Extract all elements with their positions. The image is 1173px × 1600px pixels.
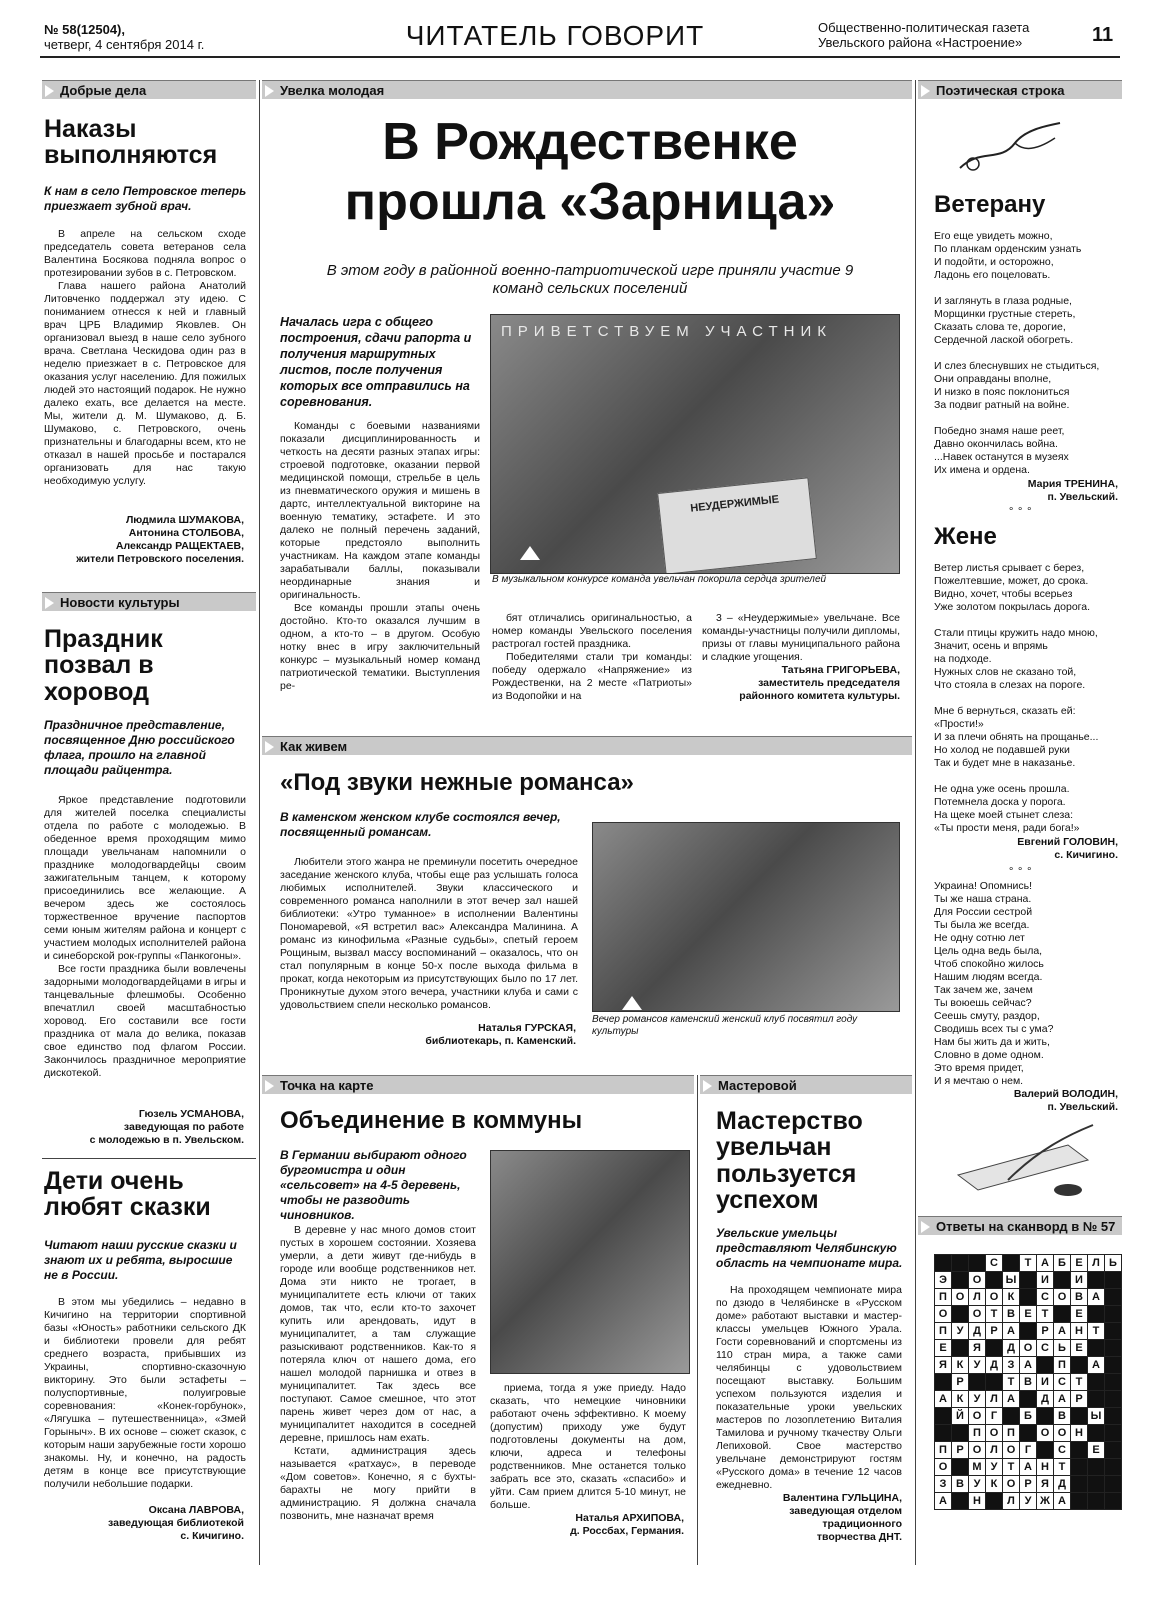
crossword-cell: Е <box>1020 1306 1037 1323</box>
poem-signature: Валерий ВОЛОДИН, п. Увельский. <box>1013 1088 1118 1113</box>
crossword-cell: Т <box>1037 1306 1054 1323</box>
crossword-cell: Р <box>1037 1323 1054 1340</box>
crossword-cell: Д <box>1054 1476 1071 1493</box>
quill-ornament-icon <box>955 118 1065 178</box>
crossword-cell: О <box>969 1272 986 1289</box>
crossword-cell: С <box>986 1255 1003 1272</box>
crossword-cell: Т <box>1020 1255 1037 1272</box>
crossword-cell: А <box>935 1493 952 1510</box>
caption-marker <box>520 546 540 560</box>
crossword-cell <box>1105 1425 1122 1442</box>
crossword-cell: У <box>1020 1493 1037 1510</box>
crossword-cell: А <box>1054 1493 1071 1510</box>
crossword-cell <box>1088 1476 1105 1493</box>
crossword-cell <box>1105 1459 1122 1476</box>
main-headline: В Рождественке прошла «Зарница» <box>344 113 836 231</box>
crossword-cell <box>935 1374 952 1391</box>
crossword-cell: Д <box>1037 1391 1054 1408</box>
crossword-cell: Т <box>1088 1323 1105 1340</box>
crossword-cell: Н <box>969 1493 986 1510</box>
crossword-cell: И <box>1071 1272 1088 1289</box>
crossword-cell: О <box>1054 1289 1071 1306</box>
main-subhead: В этом году в районной военно-патриотической игре приняли участие 9 команд сельских поселений <box>326 262 854 297</box>
crossword-cell: У <box>969 1357 986 1374</box>
crossword-cell: А <box>1020 1459 1037 1476</box>
crossword-cell: Н <box>1037 1459 1054 1476</box>
crossword-cell: П <box>935 1289 952 1306</box>
crossword-cell <box>1105 1323 1122 1340</box>
section-label: Поэтическая строка <box>918 80 1122 99</box>
separator <box>42 1158 256 1159</box>
crossword-cell <box>1088 1340 1105 1357</box>
crossword-cell <box>1071 1442 1088 1459</box>
crossword-cell: Е <box>1071 1255 1088 1272</box>
crossword-cell <box>1105 1442 1122 1459</box>
crossword-cell: Р <box>1071 1391 1088 1408</box>
crossword-cell <box>1088 1306 1105 1323</box>
crossword-cell: Ы <box>1003 1272 1020 1289</box>
section-label: Ответы на сканворд в № 57 <box>918 1216 1122 1235</box>
crossword-cell: З <box>935 1476 952 1493</box>
crossword-cell <box>935 1255 952 1272</box>
crossword-cell <box>1105 1391 1122 1408</box>
crossword-cell: А <box>1088 1289 1105 1306</box>
crossword-cell: Т <box>1071 1374 1088 1391</box>
poem-signature: Евгений ГОЛОВИН, с. Кичигино. <box>1017 836 1118 861</box>
crossword-cell <box>1020 1425 1037 1442</box>
crossword-cell <box>1071 1476 1088 1493</box>
section-label: Увелка молодая <box>262 80 912 99</box>
crossword-cell: Л <box>986 1391 1003 1408</box>
crossword-cell: К <box>986 1476 1003 1493</box>
crossword-cell <box>1020 1391 1037 1408</box>
crossword-cell <box>1088 1459 1105 1476</box>
article-signature: Людмила ШУМАКОВА, Антонина СТОЛБОВА, Александр РАЩЕКТАЕВ, жители Петровского поселения. <box>76 514 244 565</box>
crossword-row <box>935 1340 1122 1357</box>
crossword-cell <box>986 1374 1003 1391</box>
poem-title: Ветерану <box>934 191 1046 218</box>
crossword-cell <box>986 1272 1003 1289</box>
crossword-cell: Е <box>1071 1306 1088 1323</box>
crossword-cell: У <box>952 1323 969 1340</box>
crossword-cell <box>1105 1306 1122 1323</box>
crossword-cell <box>1071 1408 1088 1425</box>
crossword-cell <box>1088 1425 1105 1442</box>
crossword-cell: Г <box>986 1408 1003 1425</box>
crossword-cell: К <box>952 1391 969 1408</box>
crossword-cell <box>1088 1374 1105 1391</box>
crossword-cell: Б <box>1054 1255 1071 1272</box>
crossword-cell <box>952 1255 969 1272</box>
crossword-cell: В <box>1020 1374 1037 1391</box>
crossword-cell <box>1088 1391 1105 1408</box>
article-title: Дети очень любят сказки <box>44 1167 211 1222</box>
poem-signature: Мария ТРЕНИНА, п. Увельский. <box>1027 478 1118 503</box>
crossword-cell: Ы <box>1088 1408 1105 1425</box>
crossword-cell: Д <box>1003 1340 1020 1357</box>
crossword-cell <box>1105 1340 1122 1357</box>
crossword-cell: Д <box>986 1357 1003 1374</box>
crossword-cell: А <box>935 1391 952 1408</box>
crossword-cell: Ж <box>1037 1493 1054 1510</box>
crossword-cell <box>1003 1255 1020 1272</box>
crossword-cell <box>1088 1493 1105 1510</box>
article-title: Праздник позвал в хоровод <box>44 625 163 706</box>
crossword-cell <box>1037 1357 1054 1374</box>
crossword-cell: П <box>935 1323 952 1340</box>
crossword-cell <box>935 1408 952 1425</box>
crossword-cell: О <box>969 1408 986 1425</box>
crossword-row <box>935 1374 1122 1391</box>
crossword-cell: И <box>1037 1374 1054 1391</box>
article-lead: В Германии выбирают одного бургомистра и один «сельсовет» на 4-5 деревень, чтобы не разводить чиновников. <box>280 1148 467 1222</box>
column-divider <box>259 80 260 1565</box>
article-title: Мастерство увельчан пользуется успехом <box>716 1107 863 1214</box>
crossword-cell: Е <box>1071 1340 1088 1357</box>
crossword-cell <box>969 1255 986 1272</box>
poem-text: Ветер листья срывает с берез, Пожелтевшие, может, до срока. Видно, хочет, чтобы всерьез Уже золотом покрылась дорога. Стали птицы кружить надо мною, Значит, осень и впрямь на подходе. Нужных слов не сказано той, Что стояла в слезах на пороге. Мне б вернуться, сказать ей: «Прости!» И за плечи обнять на прощанье... Но холод не подавшей руки Так и будет мне в наказанье. Не одна уже осень прошла. Потемнела доска у порога. На щеке моей стынет слеза: «Ты прости меня, ради бога!» <box>934 562 1099 834</box>
crossword-cell <box>1054 1272 1071 1289</box>
article-title: Наказы выполняются <box>44 115 218 170</box>
crossword-cell <box>1071 1493 1088 1510</box>
crossword-row <box>935 1289 1122 1306</box>
crossword-cell <box>1003 1408 1020 1425</box>
crossword-cell: А <box>1003 1323 1020 1340</box>
crossword-cell: Н <box>1071 1323 1088 1340</box>
paper-name: Общественно-политическая газета Увельского района «Настроение» <box>818 20 1030 50</box>
crossword-row <box>935 1306 1122 1323</box>
article-body: На проходящем чемпионате мира по дзюдо в Челябинске в «Русском доме» работают выставки и мастер-классы умельцев Южного Урала. Гости соревнований и спортсмены из 110 стран мира, а также сами челябинцы с удовольствием посещают выставку. Большим успехом пользуются изделия и показательные уроки увельских мастеров по лозоплетению Виталия Тамилова и ручному ткачеству Ольги Лепиховой. Свое мастерство увельчане демонстрируют гостям «Русского дома» в течение 12 часов ежедневно. <box>716 1284 902 1491</box>
crossword-cell: О <box>986 1425 1003 1442</box>
crossword-cell: А <box>1054 1323 1071 1340</box>
photo-caption: В музыкальном конкурсе команда увельчан покорила сердца зрителей <box>492 574 827 585</box>
main-lead: Началась игра с общего построения, сдачи рапорта и получения маршрутных листов, после получения которых все отправились на соревнования. <box>280 315 472 409</box>
crossword-cell <box>952 1493 969 1510</box>
crossword-cell: В <box>1071 1289 1088 1306</box>
crossword-row <box>935 1442 1122 1459</box>
crossword-cell: У <box>969 1391 986 1408</box>
article-title: Объединение в коммуны <box>280 1107 583 1134</box>
section-label: Добрые дела <box>42 80 256 99</box>
crossword-cell: М <box>969 1459 986 1476</box>
crossword-cell: О <box>986 1289 1003 1306</box>
crossword-cell: Р <box>952 1442 969 1459</box>
crossword-cell: О <box>969 1442 986 1459</box>
poem-text: Его еще увидеть можно, По планкам орденским узнать И подойти, и осторожно, Ладонь его поцеловать. И заглянуть в глаза родные, Морщинки грустные стереть, Сказать слова те, дорогие, Сердечной лаской обогреть. И слез блеснувших не стыдиться, Они оправданы вполне, И низко в пояс поклониться За подвиг ратный на войне. Победно знамя наше реет, Давно окончилась война. ...Навек останутся в музеях Их имена и ордена. <box>934 230 1100 476</box>
crossword-cell <box>1054 1306 1071 1323</box>
photo-caption: Вечер романсов каменский женский клуб посвятил году культуры <box>592 1014 858 1037</box>
main-body: 3 – «Неудержимые» увельчане. Все команды-участницы получили дипломы, призы от главы муниципального района и сладкие угощения. <box>702 612 900 663</box>
crossword-cell: Р <box>952 1374 969 1391</box>
crossword-cell <box>1105 1408 1122 1425</box>
poem-text: Украина! Опомнись! Ты же наша страна. Для России сестрой Ты была же всегда. Не одну сотню лет Цель одна ведь была, Чтоб спокойно жилось Нашим людям всегда. Так зачем же, зачем Ты воюешь сейчас? Сеешь смуту, раздор, Сводишь всех ты с ума? Нам бы жить да и жить, Словно в доме одном. Это время придет, И я мечтаю о нем. <box>934 880 1054 1087</box>
crossword-cell: О <box>935 1306 952 1323</box>
crossword-cell: О <box>1020 1340 1037 1357</box>
crossword-cell <box>1105 1493 1122 1510</box>
main-body: Команды с боевыми названиями показали дисциплинированность и четкость на десяти разных этапах игры: строевой подготовке, оказании первой медицинской помощи, стрельбе в цель из пневматического оружия и мишень в дартс, интеллектуальной викторине на военную тематику, эстафете. И это далеко не полный перечень заданий, которые предстояло выполнить участникам. На каждом этапе команды зарабатывали баллы, показывали неординарные знания и оригинальность. Все команды прошли этапы очень достойно. Кто-то оказался лучшим в одном, а кто-то – в другом. Особую нотку внес в игру заключительный конкурс – музыкальный номер команд патриотической тематики. Выступления ре- <box>280 420 480 692</box>
crossword-cell <box>1105 1476 1122 1493</box>
main-body: бят отличались оригинальностью, а номер команды Увельского поселения растрогал гостей праздника. Победителями стали три команды: победу одержало «Напряжение» из Рождественки, на 2 месте «Патриоты» из Водопойки и на <box>492 612 692 702</box>
crossword-row <box>935 1272 1122 1289</box>
crossword-cell <box>952 1425 969 1442</box>
page-rubric: ЧИТАТЕЛЬ ГОВОРИТ <box>405 20 705 51</box>
crossword-cell <box>1037 1408 1054 1425</box>
caption-marker <box>622 996 642 1010</box>
crossword-cell: К <box>1003 1289 1020 1306</box>
crossword-cell: Л <box>969 1289 986 1306</box>
crossword-row <box>935 1425 1122 1442</box>
crossword-cell <box>1020 1289 1037 1306</box>
team-flag: НЕУДЕРЖИМЫЕ <box>657 477 817 574</box>
crossword-cell: Б <box>1020 1408 1037 1425</box>
crossword-cell: Л <box>1088 1255 1105 1272</box>
crossword-cell: С <box>1037 1289 1054 1306</box>
crossword-cell: О <box>969 1306 986 1323</box>
crossword-cell: О <box>935 1459 952 1476</box>
crossword-cell <box>986 1493 1003 1510</box>
crossword-cell: Р <box>986 1323 1003 1340</box>
section-label: Новости культуры <box>42 592 256 611</box>
crossword-cell <box>1105 1374 1122 1391</box>
main-photo <box>490 314 900 574</box>
commune-photo <box>490 1150 690 1374</box>
crossword-cell: Д <box>969 1323 986 1340</box>
crossword-row <box>935 1357 1122 1374</box>
crossword-cell <box>1071 1459 1088 1476</box>
crossword-cell: Н <box>1071 1425 1088 1442</box>
article-lead: Праздничное представление, посвященное Дню российского флага, прошло на главной площади райцентра. <box>44 718 235 777</box>
crossword-cell: Я <box>969 1340 986 1357</box>
article-signature: Оксана ЛАВРОВА, заведующая библиотекой с. Кичигино. <box>108 1504 244 1542</box>
crossword-row <box>935 1391 1122 1408</box>
crossword-cell <box>952 1272 969 1289</box>
crossword-cell <box>1088 1272 1105 1289</box>
page-number: 11 <box>1092 24 1114 46</box>
romance-photo <box>592 822 900 1012</box>
crossword-cell: Ь <box>1105 1255 1122 1272</box>
crossword-row <box>935 1408 1122 1425</box>
crossword-cell: Ь <box>1054 1340 1071 1357</box>
crossword-cell <box>1037 1442 1054 1459</box>
crossword-cell: Е <box>935 1340 952 1357</box>
crossword-cell: Т <box>1003 1459 1020 1476</box>
photo-banner-text: ПРИВЕТСТВУЕМ УЧАСТНИК <box>501 323 832 340</box>
crossword-cell <box>952 1306 969 1323</box>
crossword-cell: А <box>1054 1391 1071 1408</box>
crossword-cell: Т <box>986 1306 1003 1323</box>
crossword-cell: С <box>1037 1340 1054 1357</box>
crossword-cell <box>935 1425 952 1442</box>
article-signature: Гюзель УСМАНОВА, заведующая по работе с молодежью в п. Увельском. <box>89 1108 244 1146</box>
section-label: Точка на карте <box>262 1075 694 1094</box>
crossword-row <box>935 1323 1122 1340</box>
article-body: Любители этого жанра не преминули посетить очередное заседание женского клуба, чтобы еще раз услышать голоса любимых исполнителей. Звуки классического и современного романса наполнили в этот вечер зал нашей библиотеки: «Утро туманное» в исполнении Валентины Пономаревой, «Я встретил вас» Александра Малинина. А романс из кинофильма «Разные судьбы», спетый героем Рощиным, вызвал массу воспоминаний – оказалось, что он стал популярным в конце 50-х после выхода фильма в прокат, когда некоторым из присутствующих было по 17 лет. Проникнутые духом этого вечера, участники клуба и сами с удовольствием спели несколько романсов. <box>280 856 578 1011</box>
section-label: Как живем <box>262 736 912 755</box>
article-body: В этом мы убедились – недавно в Кичигино на территории спортивной базы «Юность» работники сельского ДК и библиотеки провели для ребят среднего возраста, прибывших из Украины, спортивно-сказочную викторину. Это были эстафеты – полуспортивные, полуигровые соревнования: «Конек-горбунок», «Лягушка – путешественница», «Змей Горыныч». В их основе – сюжет сказок, с которым наши зарубежные гости хорошо знакомы. Ну, и конечно, на радость детям в конце все присутствующие получили небольшие подарки. <box>44 1296 246 1490</box>
crossword-cell: Й <box>952 1408 969 1425</box>
crossword-cell <box>1105 1289 1122 1306</box>
article-lead: Читают наши русские сказки и знают их и ребята, выросшие не в России. <box>44 1238 237 1282</box>
article-lead: Увельские умельцы представляют Челябинскую область на чемпионате мира. <box>716 1226 903 1270</box>
crossword-cell <box>986 1340 1003 1357</box>
article-body: В апреле на сельском сходе председатель совета ветеранов села Валентина Босякова подняла вопрос о протезировании зубов в с. Петровском. Глава нашего района Анатолий Литовченко поддержал эту идею. С пониманием отнесся к ней и главный врач ЦРБ Владимир Яковлев. Он организовал выезд в наше село зубного врача. Светлана Ческидова один раз в неделю приезжает в с. Петровское для оказания услуг населению. Для пожилых людей это настоящий подарок. Не нужно далеко ехать, все делается на месте. Мы, жители д. М. Шумаково, д. Б. Шумаково, с. Петровского, очень признательны и благодарны всем, кто не отказал в нашей просьбе и постарался организовать для нас такую необходимую услугу. <box>44 228 246 487</box>
crossword-cell <box>1020 1272 1037 1289</box>
crossword-cell: С <box>1054 1374 1071 1391</box>
crossword-cell <box>1105 1357 1122 1374</box>
crossword-cell: П <box>935 1442 952 1459</box>
crossword-cell: З <box>1003 1357 1020 1374</box>
article-body: В деревне у нас много домов стоит пустых в хорошем состоянии. Хозяева умерли, а дети живут где-нибудь в городе или вообще родственников нет. Дома эти никто не трогает, в муниципалитете есть ключи от таких домов, так что, если кто-то захочет купить или арендовать, идут в муниципалитет, а там служащие разыскивают родственников. Как-то я потеряла ключ от нашего дома, его нашел молодой парнишка и отвез в муниципалитет. Так здесь все поступают. Самое смешное, что этот парень живет через дом от нас, а муниципалитет находится в соседней деревне, пришлось нам ехать. Кстати, администрация здесь называется «ратхаус», в переводе «Дом советов». Конечно, я с бухты-барахты не могу прийти в администрацию. Я должна сначала позвонить, мне назначат время <box>280 1224 476 1522</box>
column-divider <box>915 80 916 1565</box>
separator-stars: ∘ ∘ ∘ <box>1008 864 1033 875</box>
article-signature: Татьяна ГРИГОРЬЕВА, заместитель председателя районного комитета культуры. <box>739 664 900 702</box>
crossword-row <box>935 1476 1122 1493</box>
crossword-cell <box>952 1459 969 1476</box>
article-signature: Наталья АРХИПОВА, д. Россбах, Германия. <box>570 1512 684 1537</box>
poem-title: Жене <box>934 523 997 550</box>
crossword-cell: Я <box>1037 1476 1054 1493</box>
article-lead: В каменском женском клубе состоялся вечер, посвященный романсам. <box>280 810 561 839</box>
crossword-cell: А <box>1003 1391 1020 1408</box>
crossword-cell: В <box>1054 1408 1071 1425</box>
crossword-cell <box>1105 1272 1122 1289</box>
crossword-cell: П <box>1054 1357 1071 1374</box>
section-label: Мастеровой <box>700 1075 912 1094</box>
masthead-rule <box>40 56 1120 58</box>
crossword-cell <box>952 1340 969 1357</box>
crossword-cell <box>1020 1323 1037 1340</box>
article-body: Яркое представление подготовили для жителей поселка специалисты отдела по работе с молодежью. В обеденное время проходящим мимо площади увельчанам напомнили о празднике молодогвардейцы своим зажигательным танцем, к которому присоединились все желающие. А вечером здесь же состоялось торжественное вручение паспортов семи юным жителям района и концерт с участием молодых исполнителей района и синеборской рок-группы «Панкогоны». Все гости праздника были вовлечены задорными молодогвардейцами в игры и танцевальные флешмобы. Особенно впечатлил своей масштабностью хоровод. Его составили все гости праздника от мала до велика, показав свое единство под флагом России. Закончилось праздничное мероприятие дискотекой. <box>44 794 246 1079</box>
crossword-cell: Л <box>986 1442 1003 1459</box>
crossword-cell: О <box>1003 1476 1020 1493</box>
crossword-cell: Г <box>1020 1442 1037 1459</box>
crossword-cell: О <box>1037 1425 1054 1442</box>
crossword-cell: К <box>952 1357 969 1374</box>
crossword-grid <box>934 1254 1122 1510</box>
article-signature: Наталья ГУРСКАЯ, библиотекарь, п. Каменский. <box>425 1022 576 1047</box>
crossword-cell: Т <box>1054 1459 1071 1476</box>
article-signature: Валентина ГУЛЬЦИНА, заведующая отделом традиционного творчества ДНТ. <box>782 1492 902 1543</box>
crossword-cell: Р <box>1020 1476 1037 1493</box>
crossword-cell: О <box>952 1289 969 1306</box>
crossword-cell: А <box>1020 1357 1037 1374</box>
masthead-issue: № 58(12504), четверг, 4 сентября 2014 г. <box>44 22 205 52</box>
crossword-cell: С <box>1054 1442 1071 1459</box>
crossword-cell: Л <box>1003 1493 1020 1510</box>
column-divider <box>697 1075 698 1565</box>
crossword-cell: А <box>1037 1255 1054 1272</box>
scroll-quill-icon <box>948 1120 1098 1200</box>
crossword-cell: А <box>1088 1357 1105 1374</box>
crossword-cell: Я <box>935 1357 952 1374</box>
crossword-cell: В <box>952 1476 969 1493</box>
crossword-cell: О <box>1054 1425 1071 1442</box>
crossword-cell: У <box>986 1459 1003 1476</box>
crossword-cell: И <box>1037 1272 1054 1289</box>
article-body: приема, тогда я уже приеду. Надо сказать, что немецкие чиновники работают очень эффективно. К моему (допустим) приходу уже будут подготовлены документы на дом, ключи, адреса и телефоны родственников. Мне останется только забрать все это, сказать «спасибо» и уйти. Сам прием длится 5-10 минут, не больше. <box>490 1382 686 1511</box>
crossword-cell <box>969 1374 986 1391</box>
crossword-cell: В <box>1003 1306 1020 1323</box>
crossword-cell: У <box>969 1476 986 1493</box>
crossword-row <box>935 1493 1122 1510</box>
crossword-cell: Е <box>1088 1442 1105 1459</box>
article-title: «Под звуки нежные романса» <box>280 769 634 796</box>
crossword-cell: П <box>1003 1425 1020 1442</box>
crossword-cell: Т <box>1003 1374 1020 1391</box>
separator-stars: ∘ ∘ ∘ <box>1008 504 1033 515</box>
crossword-cell: Э <box>935 1272 952 1289</box>
article-lead: К нам в село Петровское теперь приезжает зубной врач. <box>44 184 247 213</box>
crossword-cell: П <box>969 1425 986 1442</box>
crossword-cell: О <box>1003 1442 1020 1459</box>
crossword-row <box>935 1255 1122 1272</box>
crossword-cell <box>1071 1357 1088 1374</box>
crossword-row <box>935 1459 1122 1476</box>
